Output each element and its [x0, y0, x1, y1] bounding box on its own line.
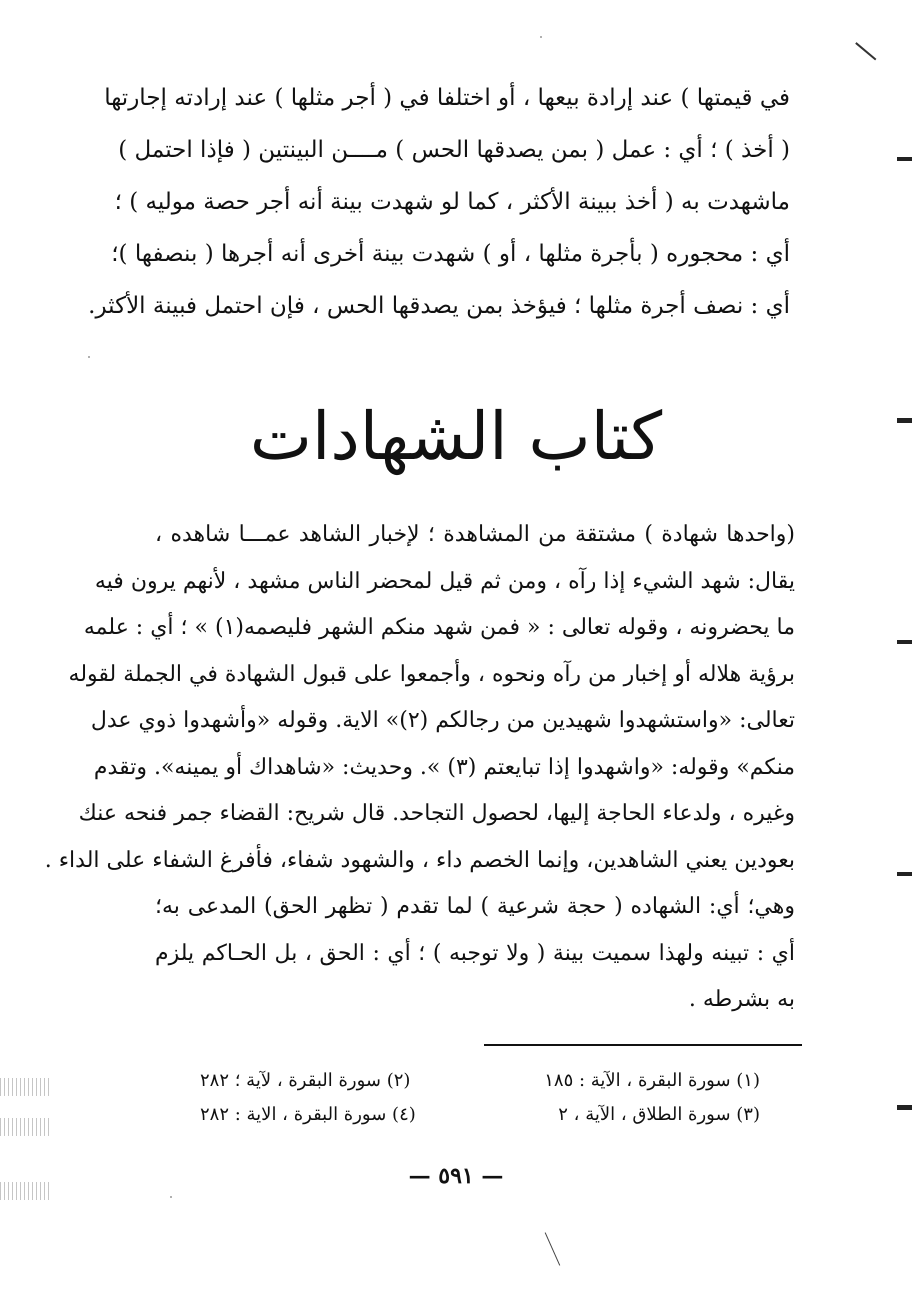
scan-smudge: [0, 1078, 50, 1096]
footnote-row: [200, 1064, 760, 1098]
text-line: (واحدها شهادة ) مشتقة من المشاهدة ؛ لإخبار الشاهد عمـــا شاهده ،: [155, 522, 795, 547]
body-paragraph: [44, 512, 795, 1024]
text-line: أي : نصف أجرة مثلها ؛ فيؤخذ بمن يصدقها الحس ، فإن احتمل فبينة الأكثر.: [88, 293, 790, 319]
text-line: وغيره ، ولدعاء الحاجة إليها، لحصول التجاحد. قال شريح: القضاء جمر فنحه عنك: [78, 801, 795, 826]
footnote: (٣) سورة الطلاق ، الآية ، ٢: [558, 1104, 760, 1125]
footnote: (٤) سورة البقرة ، الاية : ٢٨٢: [200, 1104, 416, 1125]
scan-mark: [897, 157, 912, 161]
text-line: يقال: شهد الشيء إذا رآه ، ومن ثم قيل لمحضر الناس مشهد ، لأنهم يرون فيه: [94, 568, 795, 594]
text-line: ماشهدت به ( أخذ ببينة الأكثر ، كما لو شهدت بينة أنه أجر حصة موليه ) ؛: [114, 189, 790, 215]
scan-mark: [897, 1105, 912, 1110]
scan-speck: [540, 36, 542, 38]
footnotes: [200, 1064, 760, 1132]
scan-smudge: [0, 1118, 50, 1136]
scan-mark: [897, 418, 912, 423]
scan-stroke: [544, 1232, 560, 1265]
text-line: به بشرطه .: [688, 987, 795, 1012]
text-line: منكم» وقوله: «واشهدوا إذا تبايعتم (٣) ». وحديث: «شاهداك أو يمينه». وتقدم: [93, 754, 795, 780]
scan-mark: [897, 640, 912, 644]
text-line: أي : محجوره ( بأجرة مثلها ، أو ) شهدت بينة أخرى أنه أجرها ( بنصفها )؛: [111, 241, 790, 267]
top-paragraph: [88, 72, 790, 332]
page-number: — ٥٩١ —: [408, 1163, 504, 1189]
text-line: وهي؛ أي: الشهاده ( حجة شرعية ) لما تقدم ( تظهر الحق) المدعى به؛: [155, 894, 795, 919]
text-line: برؤية هلاله أو إخبار من رآه ونحوه ، وأجمعوا على قبول الشهادة في الجملة لقوله: [68, 661, 795, 687]
scan-speck: [170, 1196, 172, 1198]
text-line: ما يحضرونه ، وقوله تعالى : « فمن شهد منكم الشهر فليصمه(١) » ؛ أي : علمه: [83, 615, 795, 640]
text-line: ( أخذ ) ؛ أي : عمل ( بمن يصدقها الحس ) مــــن البينتين ( فإذا احتمل ): [118, 137, 790, 163]
scan-speck: [88, 356, 90, 358]
text-line: في قيمتها ) عند إرادة بيعها ، أو اختلفا في ( أجر مثلها ) عند إرادته إجارتها: [104, 85, 790, 111]
scan-mark: [897, 872, 912, 876]
text-line: بعودين يعني الشاهدين، وإنما الخصم داء ، والشهود شفاء، فأفرغ الشفاء على الداء .: [44, 847, 795, 873]
footnote: (١) سورة البقرة ، الآية : ١٨٥: [544, 1070, 760, 1091]
chapter-title: كتاب الشهادات: [249, 398, 663, 475]
footnote: (٢) سورة البقرة ، لآية ؛ ٢٨٢: [200, 1070, 411, 1091]
scan-stroke: [856, 42, 877, 60]
text-line: أي : تبينه ولهذا سميت بينة ( ولا توجبه ) ؛ أي : الحق ، بل الحـاكم يلزم: [155, 940, 795, 966]
scan-smudge: [0, 1182, 50, 1200]
text-line: تعالى: «واستشهدوا شهيدين من رجالكم (٢)» الاية. وقوله «وأشهدوا ذوي عدل: [90, 708, 795, 733]
footnote-row: [200, 1098, 760, 1132]
footnote-divider: [484, 1044, 802, 1046]
